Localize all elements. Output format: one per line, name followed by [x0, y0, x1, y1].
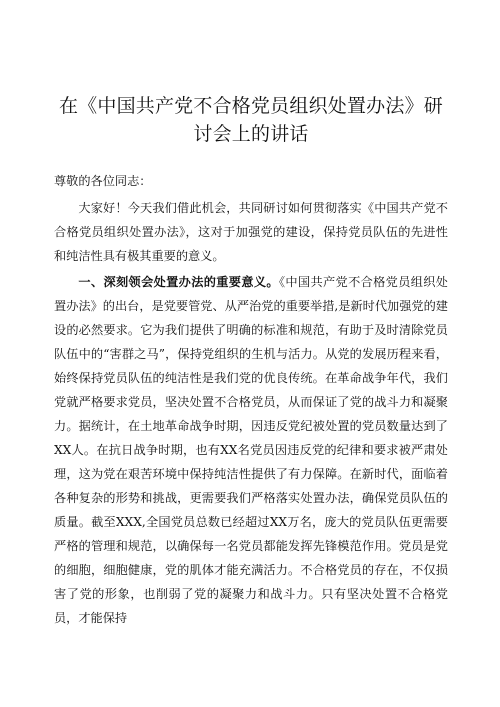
section-1-body: 《中国共产党不合格党员组织处置办法》的出台，是党要管党、从严治党的重要举措,是新时代加强党的建设的必然要求。它为我们提供了明确的标准和规范，有助于及时清除党员队伍中的“害群之马”，保持党组织的生机与活力。从党的发展历程来看，始终保持党员队伍的纯洁性是我们党的优良传统。在革命战争年代，我们党就严格要求党员，坚决处置不合格党员，从而保证了党的战斗力和凝聚力。据统计，在土地革命战争时期，因违反党纪被处置的党员数量达到了XX人。在抗日战争时期，也有XX名党员因违反党的纪律和要求被严肃处理，这为党在艰苦环境中保持纯洁性提供了有力保障。在新时代，面临着各种复杂的形势和挑战，更需要我们严格落实处置办法，确保党员队伍的质量。截至XXX,全国党员总数已经超过XX万名，庞大的党员队伍更需要严格的管理和规范，以确保每一名党员都能发挥先锋模范作用。党员是党的细胞，细胞健康，党的肌体才能充满活力。不合格党员的存在，不仅损害了党的形象，也削弱了党的凝聚力和战斗力。只有坚决处置不合格党员，才能保持 — [54, 275, 448, 625]
document-title: 在《中国共产党不合格党员组织处置办法》研讨会上的讲话 — [58, 95, 443, 145]
salutation: 尊敬的各位同志： — [54, 174, 152, 188]
section-1-paragraph — [54, 270, 448, 630]
section-1-heading: 一、深刻领会处置办法的重要意义。 — [78, 275, 279, 289]
intro-paragraph: 大家好！今天我们借此机会，共同研讨如何贯彻落实《中国共产党不合格党员组织处置办法》，这对于加强党的建设，保持党员队伍的先进性和纯洁性具有极其重要的意义。 — [54, 201, 448, 263]
